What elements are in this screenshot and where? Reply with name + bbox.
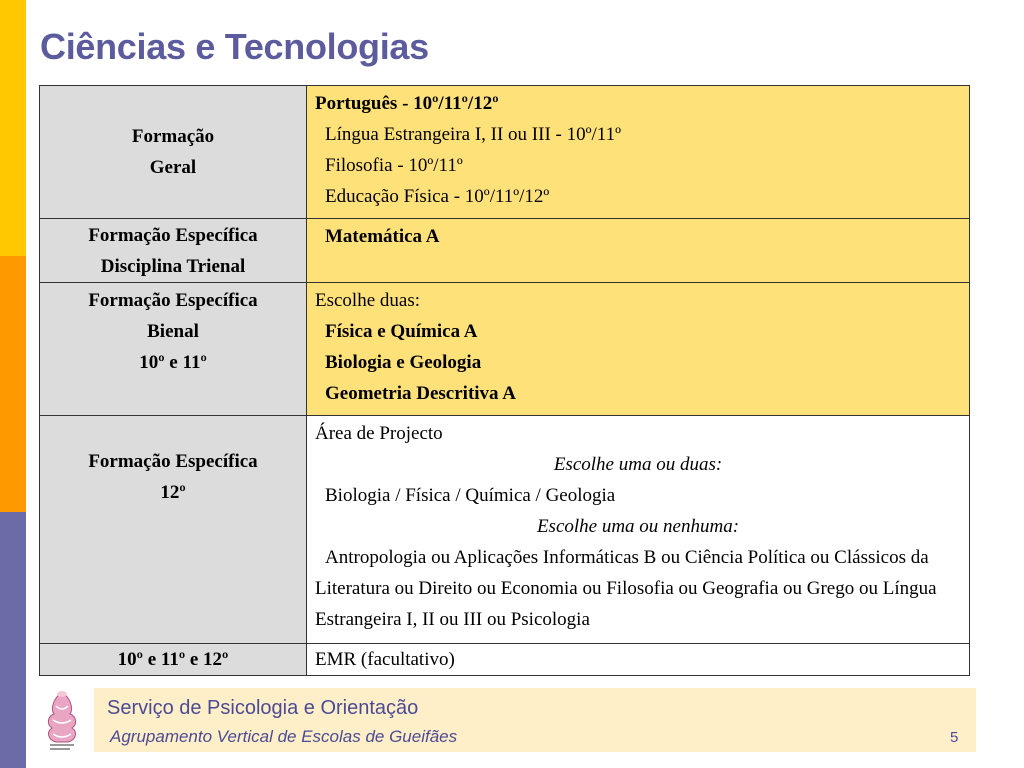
row-label: Formação Específica Disciplina Trienal xyxy=(40,219,307,283)
table-row xyxy=(40,86,970,219)
subject-item: Filosofia - 10º/11º xyxy=(325,155,463,176)
subject-item: Física e Química A xyxy=(325,321,478,342)
subject-item: Língua Estrangeira I, II ou III - 10º/11º xyxy=(325,124,621,145)
footer-school-group: Agrupamento Vertical de Escolas de Gueifães xyxy=(110,727,458,746)
subject-item: Antropologia ou Aplicações Informáticas B ou Ciência Política ou Clássicos da Literatura ou Direito ou Economia ou Filosofia ou Geografia ou Grego ou Língua Estrangeira I, II ou III ou Psicologia xyxy=(315,547,937,630)
subject-item: Biologia / Física / Química / Geologia xyxy=(325,485,616,506)
row-label: Formação Específica 12º xyxy=(40,416,307,644)
subject-item: Educação Física - 10º/11º/12º xyxy=(325,186,550,207)
subject-item: Matemática A xyxy=(325,226,440,247)
subject-item: Português - 10º/11º/12º xyxy=(315,93,499,114)
choice-instruction: Escolhe uma ou nenhuma: xyxy=(536,516,740,537)
table-row xyxy=(40,283,970,416)
row-label: Formação Geral xyxy=(40,86,307,219)
accent-strip-orange xyxy=(0,256,26,512)
row-label: 10º e 11º e 12º xyxy=(40,644,307,676)
row-label: Formação Específica Bienal 10º e 11º xyxy=(40,283,307,416)
row-content xyxy=(307,86,970,219)
row-content xyxy=(307,283,970,416)
page-title: Ciências e Tecnologias xyxy=(40,26,429,67)
subject-item: Escolhe duas: xyxy=(315,290,421,311)
accent-strip-purple xyxy=(0,512,26,768)
table-row xyxy=(40,219,970,283)
page-number: 5 xyxy=(950,729,959,746)
table-row xyxy=(40,644,970,676)
table-row xyxy=(40,416,970,644)
subject-item: Área de Projecto xyxy=(315,423,443,444)
footer-service-name: Serviço de Psicologia e Orientação xyxy=(107,697,419,719)
subject-item: Geometria Descritiva A xyxy=(325,383,516,404)
spo-logo-icon xyxy=(34,686,90,752)
subject-item: Biologia e Geologia xyxy=(325,352,482,373)
row-content xyxy=(307,644,970,676)
row-content xyxy=(307,219,970,283)
accent-strip-yellow xyxy=(0,0,26,256)
subject-item: EMR (facultativo) xyxy=(315,649,455,670)
choice-instruction: Escolhe uma ou duas: xyxy=(553,454,723,475)
row-content xyxy=(307,416,970,644)
curriculum-table xyxy=(39,85,970,676)
